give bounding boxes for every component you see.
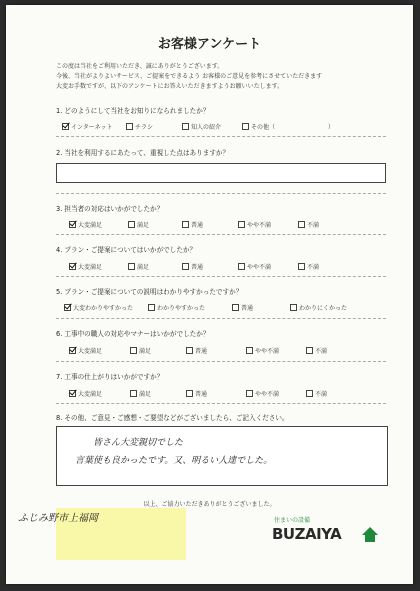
question-5: 5. プラン・ご提案についての説明はわかりやすかったですか？ (56, 288, 243, 296)
checkbox[interactable] (238, 221, 245, 228)
logo-tagline: 住まいの設備 (274, 517, 311, 524)
q5-option-unclear[interactable]: わかりにくかった (290, 303, 347, 312)
checkbox[interactable] (232, 304, 239, 311)
q1-other-close: ） (328, 124, 335, 131)
q4-option-dissatisfied[interactable]: 不満 (298, 262, 319, 271)
logo-wordmark: BUZAIYA (272, 525, 342, 543)
checkbox[interactable] (128, 221, 135, 228)
q5-option-very-clear[interactable]: 大変わかりやすかった (64, 303, 133, 312)
divider (56, 318, 386, 319)
handwritten-comment-line-1: 皆さん大変親切でした (93, 438, 184, 448)
q7-option-dissatisfied[interactable]: 不満 (306, 389, 327, 398)
divider (56, 403, 386, 404)
handwritten-comment-line-2: 言葉使も良かったです。又、明るい人達でした。 (75, 456, 273, 466)
checkbox-checked[interactable] (69, 347, 76, 354)
q1-option-flyer[interactable]: チラシ (126, 122, 153, 131)
checkbox[interactable] (182, 123, 189, 130)
q1-option-internet[interactable]: インターネット (62, 122, 112, 131)
checkbox[interactable] (182, 221, 189, 228)
checkbox[interactable] (130, 347, 137, 354)
q5-option-clear[interactable]: わかりやすかった (148, 303, 205, 312)
intro-line-3: 大変お手数ですが、以下のアンケートにお答えいただきますようお願いいたします。 (56, 83, 284, 90)
checkbox[interactable] (186, 347, 193, 354)
checkbox[interactable] (238, 263, 245, 270)
question-8: 8. その他、ご意見・ご感想・ご要望などがございましたら、ご記入ください。 (56, 414, 289, 422)
checkbox[interactable] (298, 221, 305, 228)
survey-sheet (6, 5, 413, 584)
question-4: 4. プラン・ご提案についてはいかがでしたか？ (56, 246, 197, 254)
house-icon (362, 527, 378, 542)
q4-option-satisfied[interactable]: 満足 (128, 262, 149, 271)
closing-message: 以上、ご協力いただきありがとうございました。 (143, 501, 276, 508)
divider (56, 361, 386, 362)
question-7: 7. 工事の仕上がりはいかがですか？ (56, 373, 164, 381)
q6-option-normal[interactable]: 普通 (186, 346, 207, 355)
checkbox-checked[interactable] (69, 221, 76, 228)
checkbox[interactable] (246, 347, 253, 354)
q4-option-somewhat-dissatisfied[interactable]: やや不満 (238, 262, 271, 271)
q3-option-very-satisfied[interactable]: 大変満足 (69, 220, 102, 229)
handwritten-signature: ふじみ野市上福岡 (18, 513, 98, 524)
q6-option-very-satisfied[interactable]: 大変満足 (69, 346, 102, 355)
checkbox[interactable] (298, 263, 305, 270)
q6-option-somewhat-dissatisfied[interactable]: やや不満 (246, 346, 279, 355)
q4-option-normal[interactable]: 普通 (182, 262, 203, 271)
q3-option-satisfied[interactable]: 満足 (128, 220, 149, 229)
checkbox[interactable] (128, 263, 135, 270)
company-logo (268, 513, 386, 549)
divider (56, 136, 386, 137)
checkbox-checked[interactable] (64, 304, 71, 311)
checkbox[interactable] (130, 390, 137, 397)
q7-option-very-satisfied[interactable]: 大変満足 (69, 389, 102, 398)
checkbox[interactable] (242, 123, 249, 130)
q8-comment-box[interactable] (56, 426, 388, 486)
checkbox[interactable] (290, 304, 297, 311)
q7-option-satisfied[interactable]: 満足 (130, 389, 151, 398)
q2-answer-field[interactable] (56, 163, 386, 183)
divider (56, 193, 386, 194)
checkbox-checked[interactable] (69, 390, 76, 397)
divider (56, 234, 386, 235)
q6-option-satisfied[interactable]: 満足 (130, 346, 151, 355)
q3-option-somewhat-dissatisfied[interactable]: やや不満 (238, 220, 271, 229)
checkbox[interactable] (148, 304, 155, 311)
question-3: 3. 担当者の対応はいかがでしたか？ (56, 205, 164, 213)
question-6: 6. 工事中の職人の対応やマナーはいかがでしたか？ (56, 330, 210, 338)
divider (56, 276, 386, 277)
q1-option-other[interactable]: その他（ (242, 122, 275, 131)
question-1: 1. どのようにして当社をお知りになられましたか？ (56, 107, 210, 115)
q3-option-normal[interactable]: 普通 (182, 220, 203, 229)
question-2: 2. 当社を利用するにあたって、重視した点はありますか？ (56, 149, 230, 157)
q5-option-normal[interactable]: 普通 (232, 303, 253, 312)
q1-option-referral[interactable]: 知人の紹介 (182, 122, 221, 131)
q6-option-dissatisfied[interactable]: 不満 (306, 346, 327, 355)
q7-option-somewhat-dissatisfied[interactable]: やや不満 (246, 389, 279, 398)
page-title: お客様アンケート (157, 37, 262, 52)
q3-option-dissatisfied[interactable]: 不満 (298, 220, 319, 229)
q7-option-normal[interactable]: 普通 (186, 389, 207, 398)
checkbox[interactable] (182, 263, 189, 270)
checkbox-checked[interactable] (69, 263, 76, 270)
intro-line-1: この度は当社をご利用いただき、誠にありがとうございます。 (56, 63, 224, 70)
checkbox[interactable] (126, 123, 133, 130)
checkbox-checked[interactable] (62, 123, 69, 130)
intro-line-2: 今後、当社がよりよいサービス、ご提案をできるよう お客様のご意見を参考にさせていただきます (56, 73, 323, 80)
q4-option-very-satisfied[interactable]: 大変満足 (69, 262, 102, 271)
checkbox[interactable] (186, 390, 193, 397)
checkbox[interactable] (306, 390, 313, 397)
checkbox[interactable] (246, 390, 253, 397)
checkbox[interactable] (306, 347, 313, 354)
